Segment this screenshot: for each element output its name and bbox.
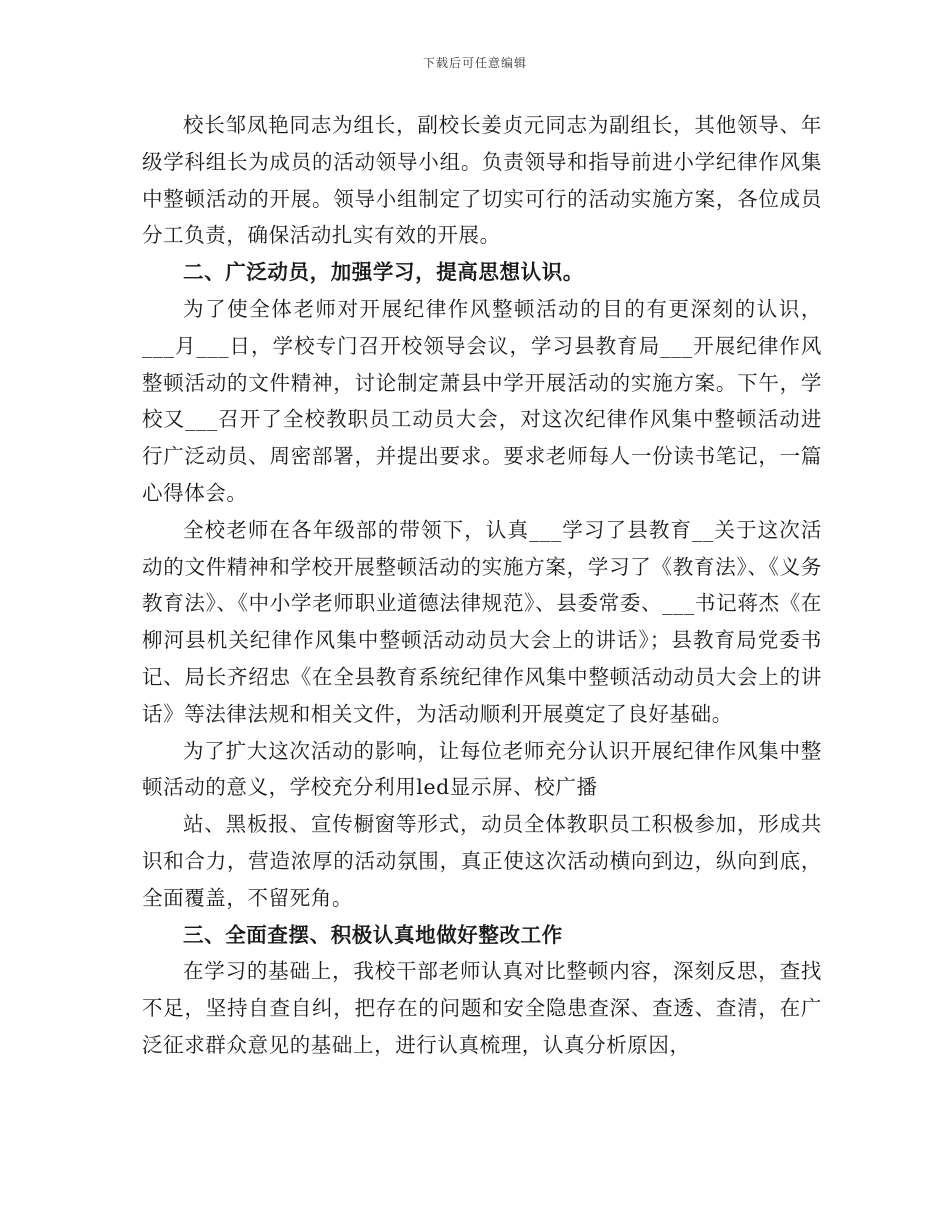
paragraph-self-inspection: 在学习的基础上，我校干部老师认真对比整顿内容，深刻反思，查找不足，坚持自查自纠，把存在的问题和安全隐患查深、查透、查清，在广泛征求群众意见的基础上，进行认真梳理，认真分析原因， — [142, 959, 822, 1057]
paragraph-study-documents: 全校老师在各年级部的带领下，认真___学习了县教育__关于这次活动的文件精神和学校开展整顿活动的实施方案，学习了《教育法》、《义务教育法》、《中小学老师职业道德法律规范》、县委常委、___书记蒋杰《在柳河县机关纪律作风集中整顿活动动员大会上的讲话》；县教育局党委书记、局长齐绍忠《在全县教育系统纪律作风集中整顿活动动员大会上的讲话》等法律法规和相关文件，为活动顺利开展奠定了良好基础。 — [142, 517, 822, 726]
document-body — [142, 107, 822, 1064]
paragraph-publicity: 为了扩大这次活动的影响，让每位老师充分认识开展纪律作风集中整顿活动的意义，学校充分利用led显示屏、校广播 — [142, 738, 822, 800]
paragraph-mobilization-meeting: 为了使全体老师对开展纪律作风整顿活动的目的有更深刻的认识，___月___日，学校专门召开校领导会议，学习县教育局___开展纪律作风整顿活动的文件精神，讨论制定萧县中学开展活动的实施方案。下午，学校又___召开了全校教职员工动员大会，对这次纪律作风集中整顿活动进行广泛动员、周密部署，并提出要求。要求老师每人一份读书笔记，一篇心得体会。 — [142, 296, 822, 505]
paragraph-publicity-continued: 站、黑板报、宣传橱窗等形式，动员全体教职员工积极参加，形成共识和合力，营造浓厚的活动氛围，真正使这次活动横向到边，纵向到底，全面覆盖，不留死角。 — [142, 812, 822, 910]
header-note: 下载后可任意编辑 — [422, 56, 527, 70]
paragraph-leadership-group: 校长邹凤艳同志为组长，副校长姜贞元同志为副组长，其他领导、年级学科组长为成员的活动领导小组。负责领导和指导前进小学纪律作风集中整顿活动的开展。领导小组制定了切实可行的活动实施方案，各位成员分工负责，确保活动扎实有效的开展。 — [142, 113, 822, 248]
section-heading-3: 三、全面查摆、积极认真地做好整改工作 — [183, 922, 563, 947]
section-heading-2: 二、广泛动员，加强学习，提高思想认识。 — [183, 260, 584, 285]
